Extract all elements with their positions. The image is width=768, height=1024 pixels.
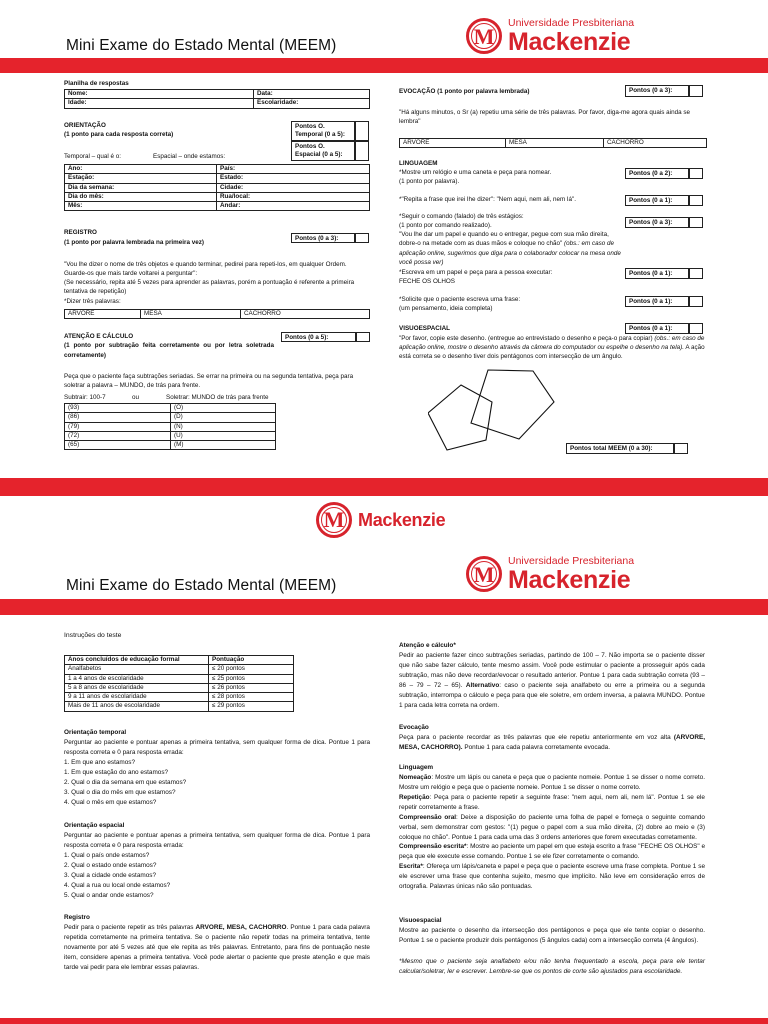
oe-title: Orientação espacial (64, 822, 125, 829)
calc-cell: (O) (171, 404, 276, 413)
sheet-title: Planilha de respostas (64, 80, 129, 87)
header-red-bar (0, 599, 768, 615)
page-divider-red-bar (0, 478, 768, 496)
registro-words-table (64, 309, 370, 319)
ling-read-points: Pontos (0 a 1): (625, 268, 689, 279)
orientation-table (64, 164, 370, 211)
city-label: Cidade: (217, 183, 370, 192)
oe-text: Perguntar ao paciente e pontuar apenas a primeira tentativa, sem qualquer forma de dica. Pontue 1 para resposta correta e 0 para resposta errada: 1. Qual o país onde estamos? 2. Qual o estado onde estamos? 3. Qual a cidade onde estamos? 4. Qual a rua ou local onde estamos? 5. Qual o andar onde estamos? (64, 832, 370, 899)
logo-name-text: Mackenzie (508, 27, 631, 56)
calc-title: ATENÇÃO E CÁLCULO (64, 333, 134, 340)
registro-points: Pontos (0 a 3): (291, 233, 355, 243)
edu-cell: 9 a 11 anos de escolaridade (65, 693, 209, 702)
patient-info-table (64, 89, 370, 109)
calc-cell: (65) (65, 441, 171, 450)
reg-title: Registro (64, 914, 90, 921)
visuo-points: Pontos (0 a 1): (625, 323, 689, 334)
name-label: Nome: (65, 90, 254, 99)
vi-text: Mostre ao paciente o desenho da intersecção dos pentágonos e peça que ele tente copiar o desenho. Pontue 1 se o paciente produzir dois pentágonos (5 ângulos cada) com a intersecção correta (4 ângulos). (399, 927, 705, 944)
calc-table (64, 403, 276, 450)
ac-text: Pedir ao paciente fazer cinco subtrações seriadas, partindo de 100 – 7. Não importa se o paciente disser que não sabe fazer cálculo, tente mesmo assim. Você pode estimular o paciente a prosseguir após cada subtração, mas não deve recordar/evocar o resultado anterior. Pontue 1 para cada subtração correta (93 – 86 – 79 – 72 – 65). Alternativo: caso o paciente seja analfabeto ou erre a primeira ou a segunda subtração, interrompa o cálculo e peça para que ele soletre, em ordem inversa, a palavra MUNDO. Pontue 1 para cada letra correta na ordem. (399, 652, 705, 709)
ling-command: *Seguir o comando (falado) de três estágios: (1 ponto por comando realizado). "Vou lhe dar um papel e quando eu o entregar, pegue com sua mão direita, dobre-o na metade com as duas mãos e coloque no chão" (obs.: em caso de aplicação online, sugerimos que diga para o colaborador colocar na mesa onde você possa ver) (399, 213, 621, 266)
page-title: Mini Exame do Estado Mental (MEEM) (66, 577, 337, 594)
ling-naming: *Mostre um relógio e uma caneta e peça para nomear. (1 ponto por palavra). (399, 169, 552, 186)
header-red-bar (0, 58, 768, 73)
orientation-title: ORIENTAÇÃO (64, 122, 106, 129)
word-cachorro: CACHORRO (604, 139, 707, 148)
registro-title: REGISTRO (64, 229, 97, 236)
score-cell: ≤ 25 pontos (209, 674, 294, 683)
word-arvore: ARVORE (400, 139, 506, 148)
visuo-instructions: "Por favor, copie este desenho. (entregue ao entrevistado o desenho e peça-o para copiar) (obs.: em caso de aplicação online, mostre o desenho através da câmera do computador ou espelhe o desenho na tela). A ação está correta se o desenho tiver dois pentágonos com intersecção de um ângulo. (399, 335, 705, 361)
footer-red-bar (0, 1018, 768, 1024)
education-table (64, 655, 294, 712)
score-cell: ≤ 29 pontos (209, 702, 294, 711)
university-logo (466, 556, 634, 593)
ling-repeat: *"Repita a frase que irei lhe dizer": "Nem aqui, nem ali, nem lá". (399, 196, 576, 203)
country-label: País: (217, 165, 370, 174)
date-label: Data: (254, 90, 370, 99)
logo-university-text: Universidade Presbiteriana (508, 555, 635, 567)
evoc-points: Pontos (0 a 3): (625, 85, 689, 97)
edu-cell: 5 a 8 anos de escolaridade (65, 683, 209, 692)
edu-header: Anos concluídos de educação formal (65, 656, 209, 665)
calc-cell: (M) (171, 441, 276, 450)
score-cell: ≤ 26 pontos (209, 683, 294, 692)
ot-title: Orientação temporal (64, 729, 127, 736)
li-title: Linguagem (399, 764, 434, 771)
mackenzie-logo-icon: M (316, 502, 352, 538)
season-label: Estação: (65, 174, 217, 183)
note-text: *Mesmo que o paciente seja analfabeto e/ou não tenha frequentado a escola, peça para ele tentar calcular/soletrar, ler e escrever. Lembre-se que os pontos de corte são ajustados para escolaridade. (399, 958, 705, 975)
calc-cell: (D) (171, 413, 276, 422)
mackenzie-logo-icon: M (466, 18, 502, 54)
orientation-subtitle: (1 ponto para cada resposta correta) (64, 131, 174, 138)
ling-title: LINGUAGEM (399, 160, 438, 167)
divider-logo (316, 502, 445, 538)
year-label: Ano: (65, 165, 217, 174)
registro-subtitle: (1 ponto por palavra lembrada na primeira vez) (64, 239, 204, 246)
evoc-title: EVOCAÇÃO (1 ponto por palavra lembrada) (399, 88, 530, 95)
word-arvore: ARVORE (65, 310, 141, 319)
ling-naming-points: Pontos (0 a 2): (625, 168, 689, 179)
university-logo (466, 18, 634, 55)
ling-command-points: Pontos (0 a 3): (625, 217, 689, 228)
calc-cell: (93) (65, 404, 171, 413)
evoc-words-table (399, 138, 707, 148)
ev-text: Peça para o paciente recordar as três palavras que ele repetiu anteriormente em voz alta (ARVORE, MESA, CACHORRO). Pontue 1 para cada palavra corretamente evocada. (399, 734, 705, 751)
ot-text: Perguntar ao paciente e pontuar apenas a primeira tentativa, sem qualquer forma de dica. Pontue 1 para resposta correta e 0 para resposta errada: 1. Em que ano estamos? 1. Em que estação do ano estamos? 2. Qual o dia da semana em que estamos? 3. Qual o dia do mês em que estamos? 4. Qual o mês em que estamos? (64, 739, 370, 806)
calc-cell: (72) (65, 431, 171, 440)
calc-subtract-label: Subtrair: 100-7 (64, 394, 106, 401)
schooling-label: Escolaridade: (254, 99, 370, 108)
ling-write: *Solicite que o paciente escreva uma frase: (um pensamento, ideia completa) (399, 296, 521, 313)
word-cachorro: CACHORRO (241, 310, 370, 319)
street-label: Rua/local: (217, 192, 370, 201)
calc-cell: (86) (65, 413, 171, 422)
ling-repeat-points: Pontos (0 a 1): (625, 195, 689, 206)
word-mesa: MESA (506, 139, 604, 148)
weekday-label: Dia da semana: (65, 183, 217, 192)
calc-subtitle: (1 ponto por subtração feita corretamente ou por letra soletrada corretamente) (64, 342, 274, 359)
ac-title: Atenção e cálculo* (399, 642, 456, 649)
logo-name-text: Mackenzie (508, 565, 631, 594)
edu-cell: Analfabetos (65, 665, 209, 674)
registro-instructions: "Vou lhe dizer o nome de três objetos e quando terminar, pedirei para repeti-los, em qualquer Ordem. Guarde-os que mais tarde voltarei a perguntar": (Se necessário, repita até 5 vezes para aprender as palavras, porém a pontuação é referente a primeira tentativa de repetição) *Dizer três palavras: (64, 261, 355, 305)
total-points: Pontos total MEEM (0 a 30): (566, 443, 674, 454)
ev-title: Evocação (399, 724, 429, 731)
edu-cell: Mais de 11 anos de escolaridade (65, 702, 209, 711)
mackenzie-logo-icon: M (466, 556, 502, 592)
state-label: Estado: (217, 174, 370, 183)
instructions-title: Instruções do teste (64, 632, 122, 639)
calc-cell: (U) (171, 431, 276, 440)
score-header: Pontuação (209, 656, 294, 665)
month-label: Mês: (65, 202, 217, 211)
pentagons-drawing (428, 365, 560, 461)
temporal-label: Temporal – qual é o: (64, 153, 122, 160)
score-cell: ≤ 28 pontos (209, 693, 294, 702)
logo-university-text: Universidade Presbiteriana (508, 17, 635, 29)
orientation-spatial-points: Pontos O. Espacial (0 a 5): (291, 141, 355, 161)
spatial-label: Espacial – onde estamos: (153, 153, 226, 160)
word-mesa: MESA (141, 310, 241, 319)
calc-instructions: Peça que o paciente faça subtrações seriadas. Se errar na primeira ou na segunda tentativa, peça para soletrar a palavra – MUNDO, de trás para frente. (64, 373, 354, 390)
calc-or-label: ou (132, 394, 140, 401)
li-text: Nomeação: Mostre um lápis ou caneta e peça que o paciente nomeie. Pontue 1 se disser o nome correto. Mostre um relógio e peça que o paciente nomeie. Pontue 1 se disser o nome correto. Repetição: Peça para o paciente repetir a seguinte frase: "nem aqui, nem ali, nem lá". Pontue 1 se ele repetir corretamente a frase. Compreensão oral: Deixe a disposição do paciente uma folha de papel e forneça o seguinte comando verbal, sem demonstrar com gestos: "(1) pegue o papel com a sua mão direita, (2) dobre ao meio e (3) coloque no chão". Pontue 1 para cada uma das 3 ordens anteriores que forem executadas corretamente. Compreensão escrita*: Mostre ao paciente um papel em que esteja escrito a frase "FECHE OS OLHOS" e peça que ele execute esse comando. Pontue 1 se ele fizer corretamente o comando. Escrita*: Ofereça um lápis/caneta e papel e peça que o paciente escreve uma frase completa. Pontue 1 se ele escrever uma frase que contenha sujeito, mesmo que implícito. Não leve em consideração erros de ortografia. Palavras únicas não são pontuadas. (399, 774, 705, 891)
ling-write-points: Pontos (0 a 1): (625, 296, 689, 307)
visuo-title: VISUOESPACIAL (399, 325, 450, 332)
calc-cell: (N) (171, 422, 276, 431)
orientation-temporal-points: Pontos O. Temporal (0 a 5): (291, 121, 355, 141)
floor-label: Andar: (217, 202, 370, 211)
vi-title: Visuoespacial (399, 917, 442, 924)
evoc-instructions: "Há alguns minutos, o Sr (a) repetiu uma série de três palavras. Por favor, diga-me agora quais ainda se lembra" (399, 109, 690, 126)
page-title: Mini Exame do Estado Mental (MEEM) (66, 37, 337, 54)
logo-name-text: Mackenzie (358, 510, 446, 530)
calc-cell: (79) (65, 422, 171, 431)
day-label: Dia do mês: (65, 192, 217, 201)
reg-text: Pedir para o paciente repetir as três palavras ARVORE, MESA, CACHORRO. Pontue 1 para cada palavra repetida corretamente na primeira tentativa. Se o paciente não repetir todas na primeira tentativa, tente novamente por até 5 vezes até que ele repita as três palavras. Entretanto, para fins de pontuação neste item, considere apenas a primeira tentativa. Você pode alertar o paciente que preste atenção e que mais tarde vai pedir para ele lembrar essas palavras. (64, 924, 370, 971)
edu-cell: 1 a 4 anos de escolaridade (65, 674, 209, 683)
ling-read: *Escreva em um papel e peça para a pessoa executar: FECHE OS OLHOS (399, 269, 553, 286)
calc-points: Pontos (0 a 5): (281, 332, 356, 342)
score-cell: ≤ 20 pontos (209, 665, 294, 674)
age-label: Idade: (65, 99, 254, 108)
calc-spell-label: Soletrar: MUNDO de trás para frente (166, 394, 269, 401)
